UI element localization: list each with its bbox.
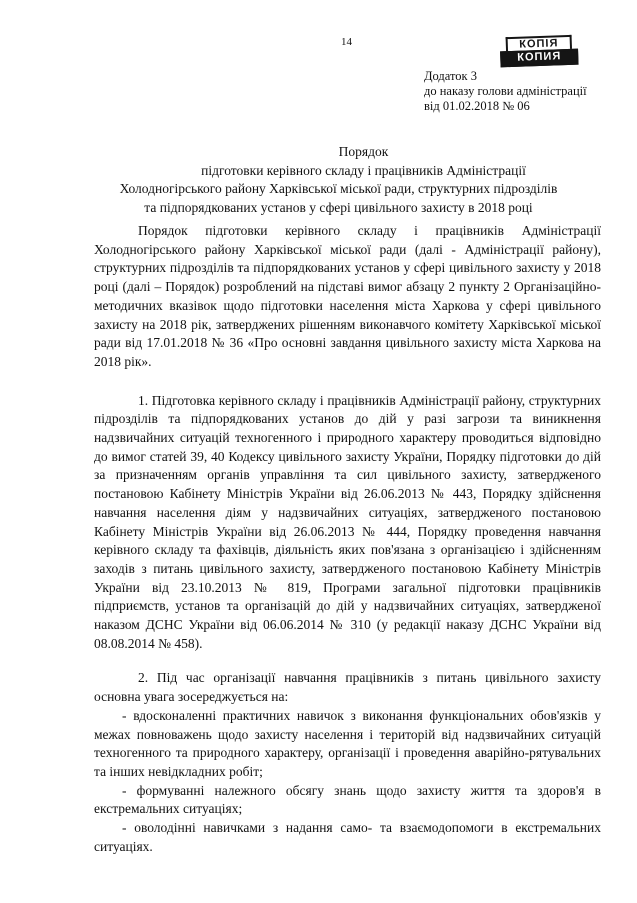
page-number: 14 bbox=[341, 36, 352, 48]
title-line-3: Холодногірського району Харківської міської ради, структурних підрозділів bbox=[119, 181, 558, 196]
point-2-paragraph: 2. Під час організації навчання працівників з питань цивільного захисту основна увага зосереджується на: bbox=[94, 670, 601, 705]
list-item-1: - вдосконаленні практичних навичок з виконання функціональних обов'язків у межах повноважень щодо захисту населення і територій від надзвичайних ситуацій техногенного та природного характеру, організації і проведення аварійно-рятувальних та інших невідкладних робіт; bbox=[94, 707, 601, 779]
list-item-2: - формуванні належного обсягу знань щодо захисту життя та здоров'я в екстремальних ситуаціях; bbox=[94, 782, 601, 817]
stamp-text-ukrainian: КОПІЯ bbox=[506, 35, 572, 51]
appendix-header bbox=[424, 69, 624, 114]
appendix-order-reference: до наказу голови адміністрації bbox=[424, 84, 587, 98]
list-item-3: - оволодінні навичками з надання само- та взаємодопомоги в екстремальних ситуаціях. bbox=[94, 820, 601, 854]
document-title bbox=[0, 143, 637, 217]
title-line-1: Порядок bbox=[338, 144, 389, 159]
appendix-number: Додаток 3 bbox=[424, 69, 477, 83]
appendix-order-date: від 01.02.2018 № 06 bbox=[424, 99, 530, 113]
title-line-2: підготовки керівного складу і працівників Адміністрації bbox=[201, 162, 526, 178]
title-line-4: та підпорядкованих установ у сфері цивільного захисту в 2018 році bbox=[144, 199, 533, 215]
point-1-paragraph: 1. Підготовка керівного складу і працівників Адміністрації району, структурних підрозділів та підпорядкованих установ до дій у разі загрози та виникнення надзвичайних ситуацій техногенного і природного характеру проводиться відповідно до вимог статей 39, 40 Кодексу цивільного захисту України, Порядку підготовки до дій за призначенням органів управління та сил цивільного захисту, затвердженого постановою Кабінету Міністрів України від 26.06.2013 № 443, Порядку здійснення навчання населення діям у надзвичайних ситуаціях, затвердженого постановою Кабінету Міністрів України від 26.06.2013 № 444, Порядку проведення навчання керівного складу та фахівців, діяльність яких пов'язана з організацією і здійсненням заходів з питань цивільного захисту, затвердженого постановою Кабінету Міністрів України від 23.10.2013 № 819, Програми загальної підготовки працівників підприємств, установ та організацій до дій у надзвичайних ситуаціях, затвердженої наказом ДСНС України від 06.06.2014 № 310 (у редакції наказу ДСНС України від 08.08.2014 № 458). bbox=[94, 392, 601, 651]
stamp-text-russian: КОПИЯ bbox=[500, 49, 579, 68]
document-body bbox=[94, 222, 601, 857]
copy-stamp bbox=[500, 35, 579, 64]
intro-paragraph: Порядок підготовки керівного складу і працівників Адміністрації Холодногірського району Харківської міської ради (далі - Адміністрації району), структурних підрозділів та підпорядкованих установ у сфері цивільного захисту у 2018 році (далі – Порядок) розроблений на підставі вимог абзацу 2 пункту 2 Організаційно-методичних вказівок щодо підготовки населення міста Харкова у сфері цивільного захисту на 2018 рік, затверджених рішенням виконавчого комітету Харківської міської ради від 17.01.2018 № 36 «Про основні завдання цивільного захисту міста Харкова на 2018 рік». bbox=[94, 223, 601, 369]
